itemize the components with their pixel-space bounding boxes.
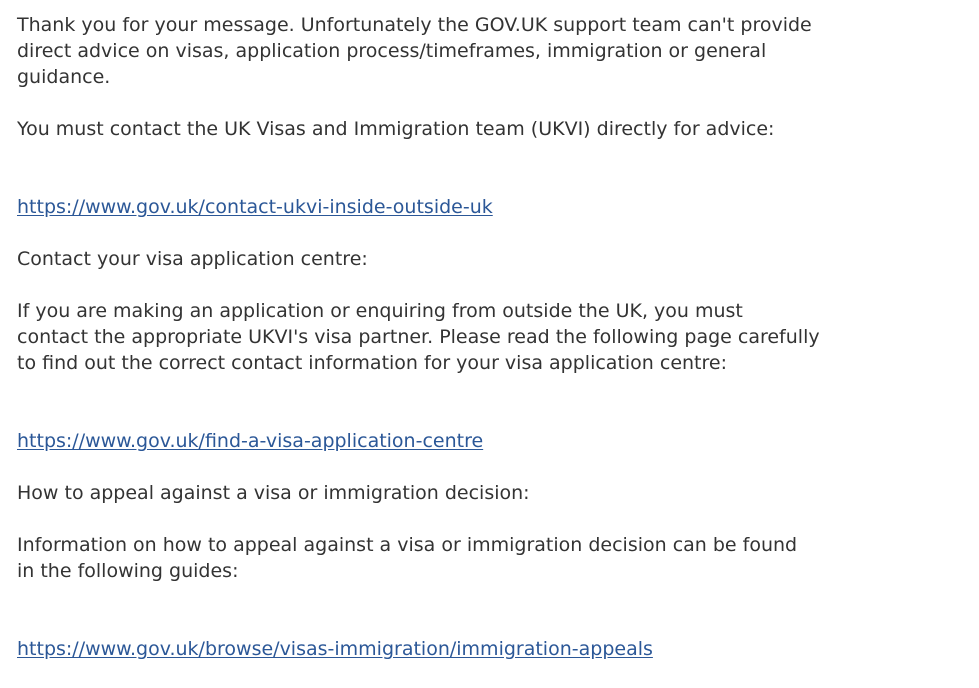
visa-centre-instruction: If you are making an application or enquiring from outside the UK, you must contact the appropriate UKVI's visa partner. Please read the following page carefully to find out the correct contact information for your visa application centre: [17,300,820,374]
email-body [17,12,962,688]
visa-centre-link[interactable]: https://www.gov.uk/find-a-visa-application-centre [17,430,484,452]
appeal-link-paragraph [17,610,962,662]
visa-centre-link-paragraph [17,402,962,454]
ukvi-link-paragraph [17,168,962,220]
appeal-instruction: Information on how to appeal against a visa or immigration decision can be found in the following guides: [17,534,798,582]
visa-centre-heading: Contact your visa application centre: [17,248,368,270]
intro-paragraph: Thank you for your message. Unfortunately the GOV.UK support team can't provide direct advice on visas, application process/timeframes, immigration or general guidance. [17,14,812,88]
ukvi-instruction: You must contact the UK Visas and Immigration team (UKVI) directly for advice: [17,118,775,140]
appeal-heading: How to appeal against a visa or immigration decision: [17,482,530,504]
ukvi-contact-link[interactable]: https://www.gov.uk/contact-ukvi-inside-outside-uk [17,196,493,218]
immigration-appeals-link[interactable]: https://www.gov.uk/browse/visas-immigration/immigration-appeals [17,638,653,660]
